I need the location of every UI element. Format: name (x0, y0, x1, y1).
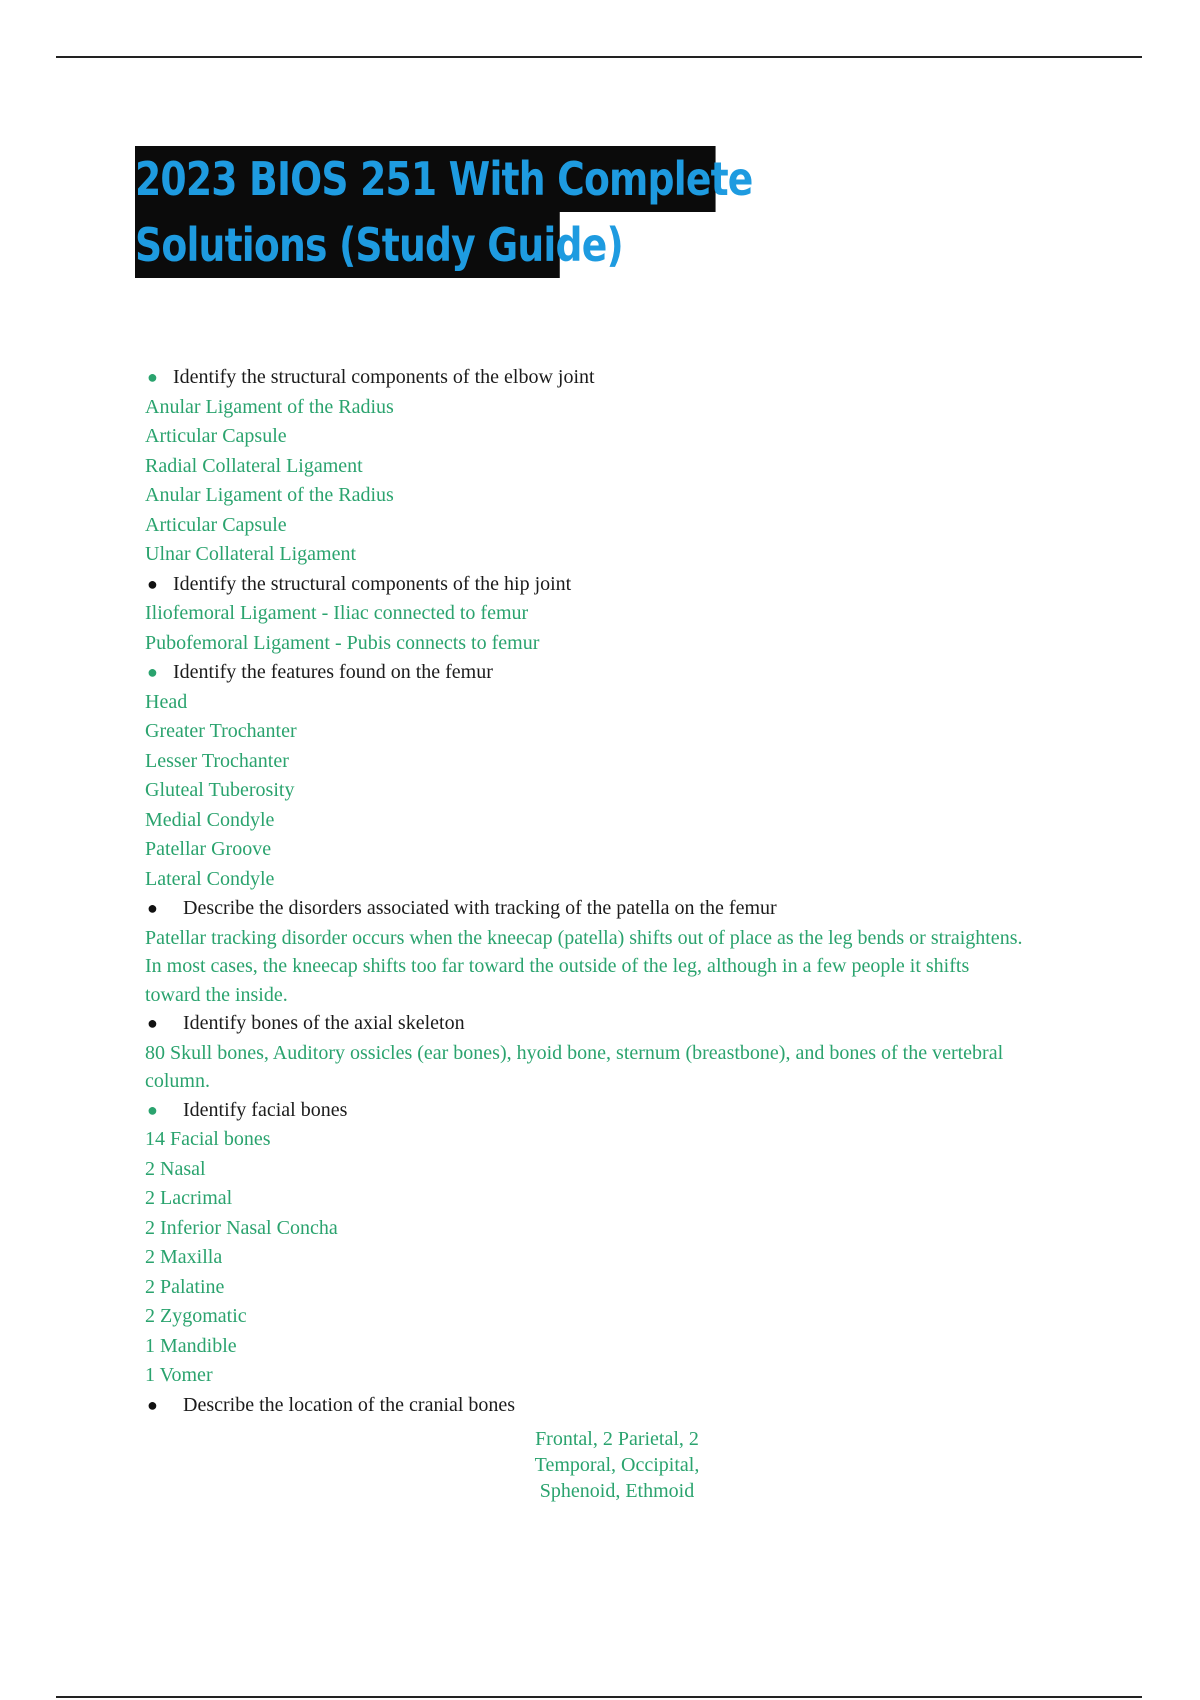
answer-line: Gluteal Tuberosity (145, 779, 295, 801)
answer-line: Sphenoid, Ethmoid (539, 1480, 695, 1502)
centered-answer (507, 1426, 727, 1504)
answer-line: Frontal, 2 Parietal, 2 (535, 1428, 699, 1450)
answer-line: Anular Ligament of the Radius (145, 484, 394, 506)
answer-line: 2 Inferior Nasal Concha (145, 1216, 338, 1239)
answer-paragraph: 80 Skull bones, Auditory ossicles (ear bones), hyoid bone, sternum (breastbone), and bones of the vertebral column. (145, 1041, 1004, 1092)
title-block (135, 146, 843, 278)
top-rule (56, 56, 1142, 58)
bullet-icon: ● (147, 898, 158, 918)
answer-line: 1 Vomer (145, 1364, 213, 1386)
question-item (145, 658, 1045, 688)
question-text: Identify facial bones (183, 1098, 348, 1121)
bullet-icon: ● (147, 367, 158, 387)
question-text: Identify the structural components of the hip joint (173, 572, 572, 595)
answer-line: Articular Capsule (145, 425, 287, 447)
answer-line: 2 Maxilla (145, 1246, 223, 1268)
answer-line: Patellar Groove (145, 838, 272, 860)
document-title-line-2: Solutions (Study Guide) (135, 212, 560, 278)
question-text: Identify the features found on the femur (173, 661, 493, 683)
answer-line: Medial Condyle (145, 808, 275, 831)
bullet-icon: ● (147, 1013, 158, 1033)
document-title-line-1: 2023 BIOS 251 With Complete (135, 146, 716, 212)
question-item (145, 363, 1045, 393)
answer-line: Iliofemoral Ligament - Iliac connected to femur (145, 602, 529, 624)
answer-line: Radial Collateral Ligament (145, 454, 363, 477)
answer-line: 14 Facial bones (145, 1128, 271, 1150)
answer-line: 1 Mandible (145, 1334, 237, 1357)
answer-line: Articular Capsule (145, 513, 287, 536)
bullet-icon: ● (147, 662, 158, 682)
question-text: Describe the location of the cranial bones (183, 1393, 516, 1416)
answer-line: Ulnar Collateral Ligament (145, 543, 357, 565)
bottom-rule (56, 1696, 1142, 1698)
answer-line: Anular Ligament of the Radius (145, 395, 394, 418)
question-item (145, 1009, 1045, 1039)
answer-line: 2 Nasal (145, 1157, 206, 1180)
question-text: Identify the structural components of the elbow joint (173, 366, 595, 388)
answer-line: 2 Zygomatic (145, 1305, 247, 1327)
bullet-icon: ● (147, 573, 158, 594)
question-text: Identify bones of the axial skeleton (183, 1012, 465, 1034)
answer-line: Lesser Trochanter (145, 749, 289, 772)
answer-line: Greater Trochanter (145, 720, 297, 742)
study-guide-content (145, 363, 1045, 1504)
answer-paragraph: Patellar tracking disorder occurs when the kneecap (patella) shifts out of place as the leg bends or straightens. In most cases, the kneecap shifts too far toward the outside of the leg, although in a few people it shifts toward the inside. (145, 926, 1023, 1006)
answer-line: Head (145, 690, 188, 713)
answer-line: 2 Palatine (145, 1275, 225, 1298)
answer-line: Temporal, Occipital, (534, 1454, 700, 1476)
answer-line: 2 Lacrimal (145, 1187, 233, 1209)
question-item (145, 894, 1045, 924)
question-text: Describe the disorders associated with tracking of the patella on the femur (183, 897, 777, 919)
answer-line: Pubofemoral Ligament - Pubis connects to femur (145, 631, 540, 654)
question-item (145, 1096, 1045, 1126)
question-item (145, 1391, 1045, 1421)
answer-line: Lateral Condyle (145, 867, 275, 890)
bullet-icon: ● (147, 1099, 158, 1120)
bullet-icon: ● (147, 1394, 158, 1415)
question-item (145, 570, 1045, 600)
